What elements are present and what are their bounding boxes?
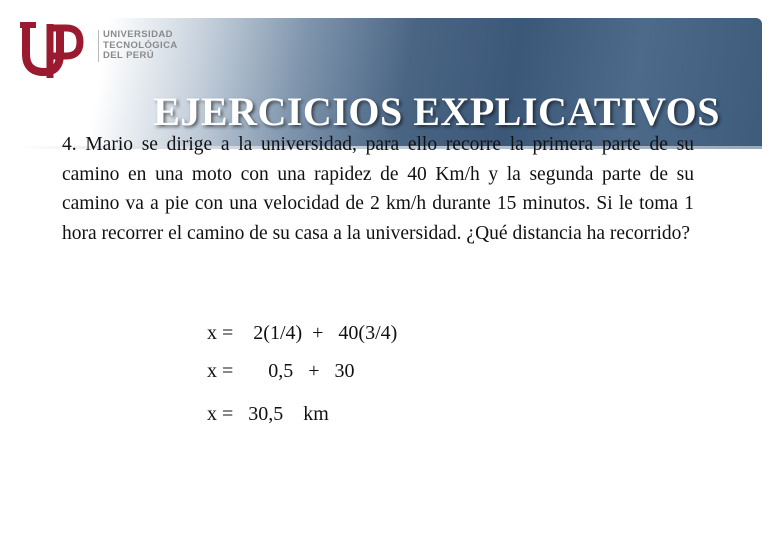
- slide-header: [18, 18, 762, 146]
- solution-line-2: x = 0,5 + 30: [207, 360, 355, 382]
- logo-line-1: UNIVERSIDAD: [103, 29, 173, 40]
- solution-line-1: x = 2(1/4) + 40(3/4): [207, 322, 398, 344]
- slide-title: EJERCICIOS EXPLICATIVOS: [153, 89, 720, 134]
- problem-statement: 4. Mario se dirige a la universidad, para ello recorre la primera parte de su camino en una moto con una rapidez de 40 Km/h y la segunda parte de su camino va a pie con una velocidad de 2 km/h durante 15 minutos. Si le toma 1 hora recorrer el camino de su casa a la universidad. ¿Qué distancia ha recorrido?: [62, 134, 694, 244]
- logo-line-2: TECNOLÓGICA: [103, 39, 178, 51]
- slide: [18, 18, 762, 528]
- university-name: [98, 30, 178, 62]
- logo-line-3: DEL PERÚ: [103, 50, 155, 61]
- solution-line-3: x = 30,5 km: [207, 403, 329, 425]
- utp-logo-icon: [20, 20, 84, 80]
